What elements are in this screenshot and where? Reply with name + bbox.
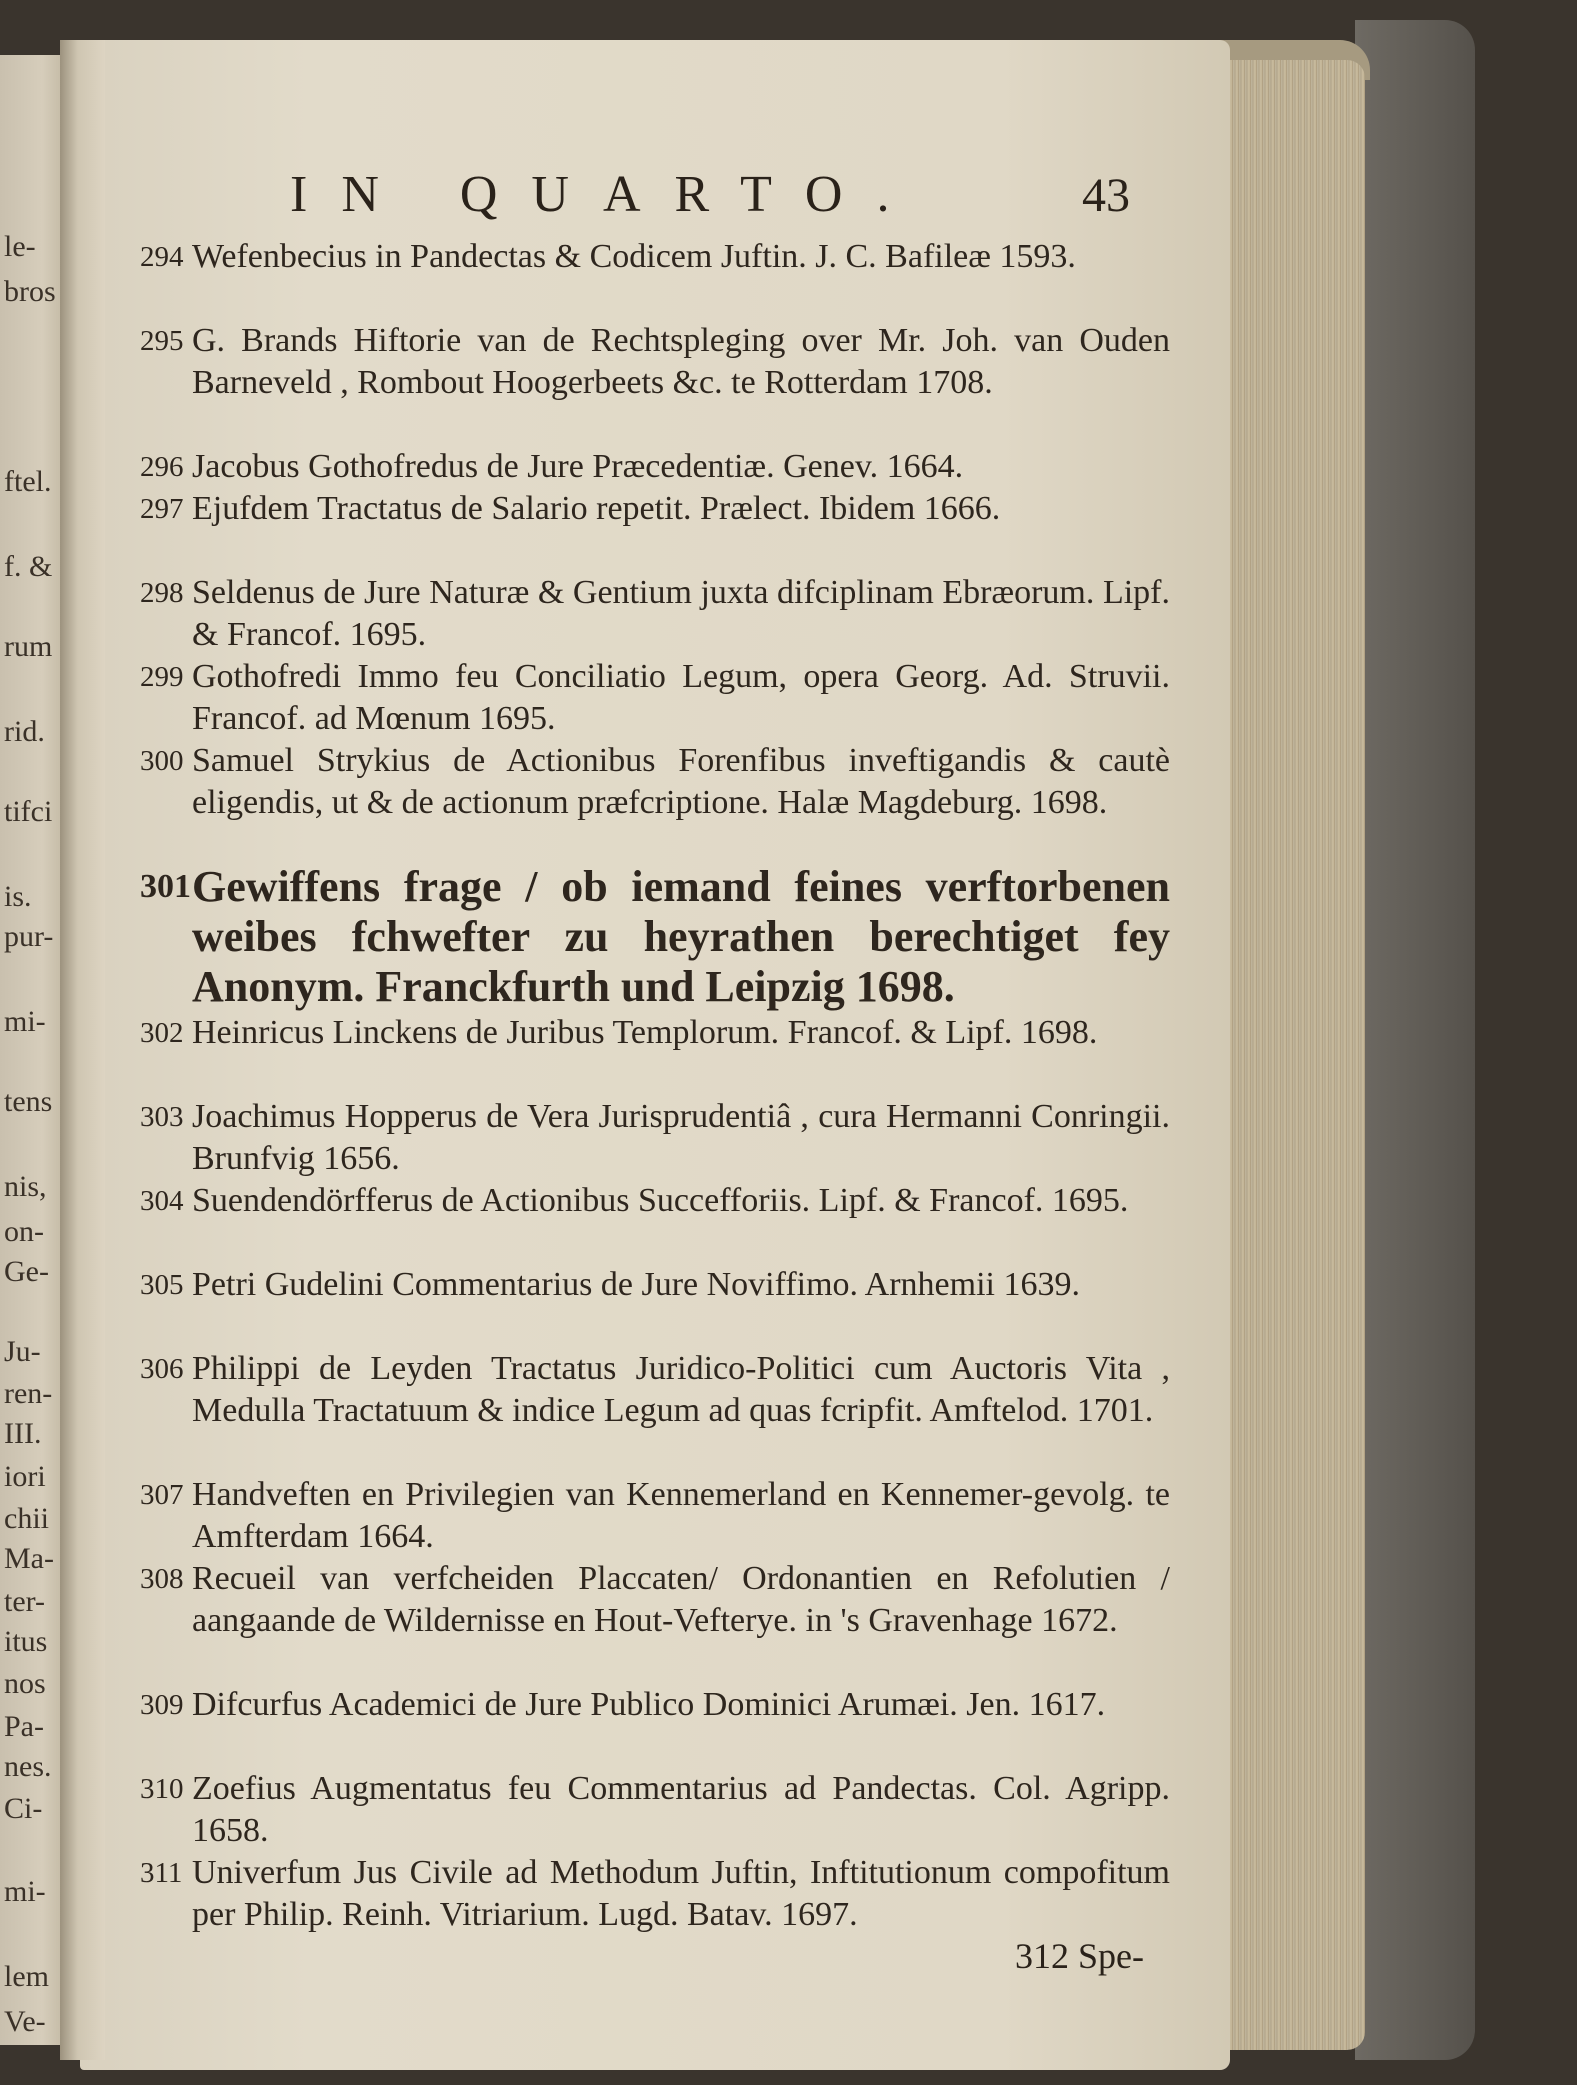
entry-text: Samuel Strykius de Actionibus Forenfibus inveftigandis & cautè eligendis, ut & de actionum præfcriptione. Halæ Magdeburg. 1698. <box>192 742 1170 821</box>
left-margin-word: itus <box>4 1625 48 1658</box>
catalog-entry <box>140 1096 1170 1180</box>
catalog-entry <box>140 236 1170 278</box>
left-margin-word: Ge- <box>4 1255 49 1288</box>
entry-number: 306 <box>140 1353 184 1385</box>
entry-number: 301 <box>140 868 191 905</box>
left-margin-word: mi- <box>4 1005 46 1038</box>
entry-text: Ejufdem Tractatus de Salario repetit. Prælect. Ibidem 1666. <box>192 490 1001 527</box>
entry-text: Heinricus Linckens de Juribus Templorum. Francof. & Lipf. 1698. <box>192 1014 1098 1051</box>
entry-text: Univerfum Jus Civile ad Methodum Juftin, Inftitutionum compofitum per Philip. Reinh. Vitriarium. Lugd. Batav. 1697. <box>192 1854 1170 1933</box>
entry-number: 302 <box>140 1017 184 1049</box>
entry-number: 307 <box>140 1479 184 1511</box>
entry-number: 294 <box>140 241 184 273</box>
left-margin-word: Ma- <box>4 1542 54 1575</box>
entry-number: 303 <box>140 1101 184 1133</box>
entry-text: Joachimus Hopperus de Vera Jurisprudentiâ , cura Hermanni Conringii. Brunfvig 1656. <box>192 1098 1170 1177</box>
entry-number: 297 <box>140 493 184 525</box>
entry-text: Gewiffens frage / ob iemand feines verftorbenen weibes fchwefter zu heyrathen berechtiget fey Anonym. Franckfurth und Leipzig 1698. <box>192 862 1170 1011</box>
left-margin-word: Pa- <box>4 1710 44 1743</box>
catchword: 312 Spe- <box>1015 1936 1144 1976</box>
entry-text: Handveften en Privilegien van Kennemerland en Kennemer-gevolg. te Amfterdam 1664. <box>192 1476 1170 1555</box>
catalog-entry <box>140 1558 1170 1642</box>
catalog-entry <box>140 1852 1170 1936</box>
entry-number: 295 <box>140 325 184 357</box>
entry-text: G. Brands Hiftorie van de Rechtspleging over Mr. Joh. van Ouden Barneveld , Rombout Hoogerbeets &c. te Rotterdam 1708. <box>192 322 1170 401</box>
left-margin-word: on- <box>4 1215 44 1248</box>
left-margin-word: rid. <box>4 715 45 748</box>
left-margin-word: Ve- <box>4 2005 46 2038</box>
running-header: IN QUARTO. <box>290 166 924 223</box>
catalog-entry <box>140 1348 1170 1432</box>
left-margin-word: mi- <box>4 1875 46 1908</box>
catalog-entry <box>140 1012 1170 1054</box>
left-margin-word: nis, <box>4 1170 47 1203</box>
left-margin-word: tifci <box>4 795 53 828</box>
entry-number: 309 <box>140 1689 184 1721</box>
entry-text: Jacobus Gothofredus de Jure Præcedentiæ. Genev. 1664. <box>192 448 964 485</box>
left-margin-word: nes. <box>4 1750 52 1783</box>
left-margin-word: pur- <box>4 920 54 953</box>
left-margin-word: is. <box>4 880 32 913</box>
page-number: 43 <box>1082 169 1130 222</box>
entry-number: 308 <box>140 1563 184 1595</box>
left-margin-word: tens <box>4 1085 53 1118</box>
catalog-entry <box>140 740 1170 824</box>
entry-text: Zoefius Augmentatus feu Commentarius ad Pandectas. Col. Agripp. 1658. <box>192 1770 1170 1849</box>
left-margin-word: Ju- <box>4 1335 41 1368</box>
left-margin-word: ren- <box>4 1377 53 1410</box>
left-margin-word: f. & <box>4 550 53 583</box>
entry-text: Suendendörfferus de Actionibus Succefforiis. Lipf. & Francof. 1695. <box>192 1182 1129 1219</box>
entry-text: Gothofredi Immo feu Conciliatio Legum, opera Georg. Ad. Struvii. Francof. ad Mœnum 1695. <box>192 658 1170 737</box>
left-margin-word: rum <box>4 630 53 663</box>
catalog-entry <box>140 1684 1170 1726</box>
entry-number: 296 <box>140 451 184 483</box>
entry-text: Seldenus de Jure Naturæ & Gentium juxta difciplinam Ebræorum. Lipf. & Francof. 1695. <box>192 574 1170 653</box>
left-margin-word: chii <box>4 1502 49 1535</box>
entry-text: Philippi de Leyden Tractatus Juridico-Politici cum Auctoris Vita , Medulla Tractatuum & indice Legum ad quas fcripfit. Amftelod. 1701. <box>192 1350 1170 1429</box>
left-margin-word: iori <box>4 1460 46 1493</box>
catalog-entry <box>140 488 1170 530</box>
entry-text: Recueil van verfcheiden Placcaten/ Ordonantien en Refolutien / aangaande de Wildernisse en Hout-Vefterye. in 's Gravenhage 1672. <box>192 1560 1170 1639</box>
catalog-entry <box>140 1474 1170 1558</box>
entry-number: 299 <box>140 661 184 693</box>
left-margin-word: lem <box>4 1960 49 1993</box>
catalog-entry <box>140 572 1170 656</box>
entry-number: 304 <box>140 1185 184 1217</box>
entry-number: 298 <box>140 577 184 609</box>
left-margin-word: le- <box>4 230 36 263</box>
catalog-entry <box>140 1264 1170 1306</box>
left-margin-word: ter- <box>4 1585 46 1618</box>
left-margin-word: nos <box>4 1667 46 1700</box>
catalog-entry <box>140 446 1170 488</box>
entry-number: 300 <box>140 745 184 777</box>
entry-number: 305 <box>140 1269 184 1301</box>
left-margin-word: Ci- <box>4 1792 43 1825</box>
catalog-entry <box>140 656 1170 740</box>
catalog-entry <box>140 862 1170 1012</box>
entry-number: 311 <box>140 1857 183 1889</box>
catalog-entry <box>140 1768 1170 1852</box>
catalog-entry <box>140 320 1170 404</box>
entry-text: Petri Gudelini Commentarius de Jure Noviffimo. Arnhemii 1639. <box>192 1266 1080 1303</box>
entry-text: Difcurfus Academici de Jure Publico Dominici Arumæi. Jen. 1617. <box>192 1686 1106 1723</box>
left-margin-word: bros <box>4 275 56 308</box>
left-margin-word: III. <box>4 1417 42 1450</box>
entry-number: 310 <box>140 1773 184 1805</box>
left-margin-word: ftel. <box>4 465 52 498</box>
entry-text: Wefenbecius in Pandectas & Codicem Juftin. J. C. Bafileæ 1593. <box>192 238 1076 275</box>
catalog-entry <box>140 1180 1170 1222</box>
